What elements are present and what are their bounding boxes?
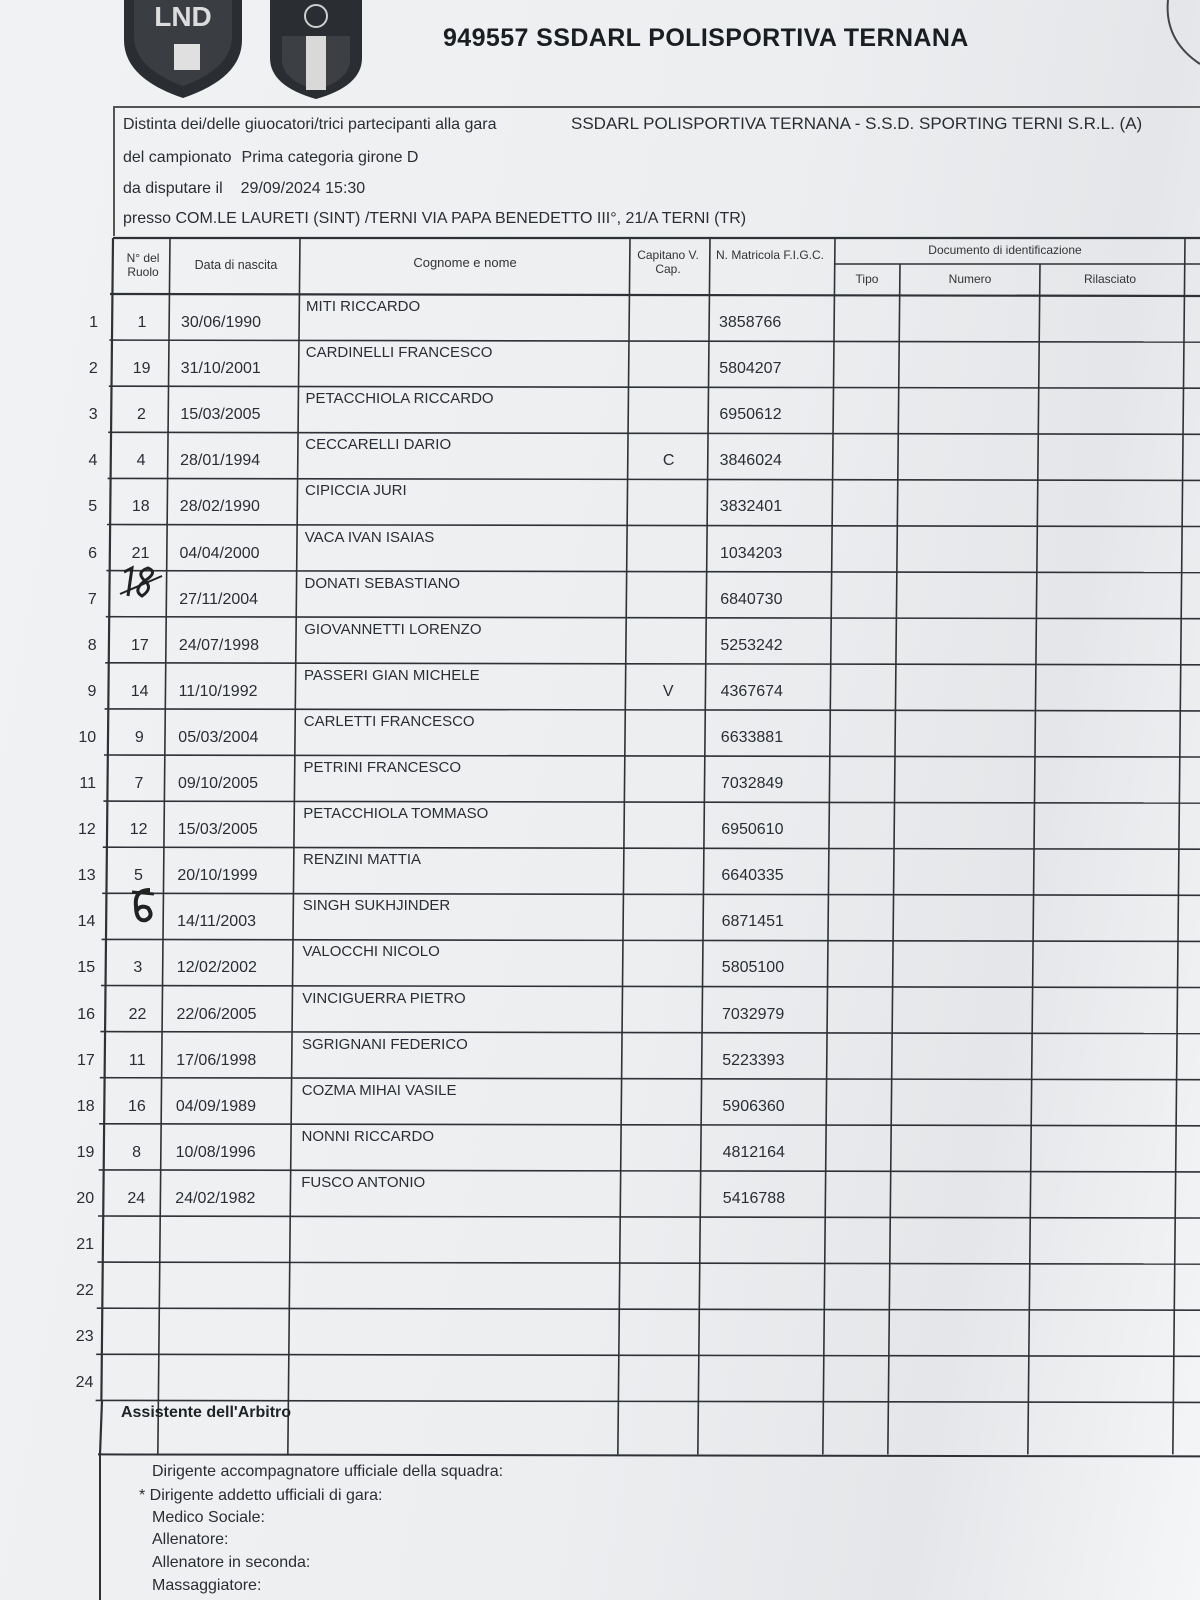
ruolo-number: 24 [127,1189,146,1207]
birth-date: 22/06/2005 [176,1005,257,1023]
distinta-label: Distinta dei/delle giuocatori/trici partecipanti alla gara [123,116,497,133]
player-name: CIPICCIA JURI [305,482,407,500]
birth-date: 20/10/1999 [177,867,258,885]
player-name: GIOVANNETTI LORENZO [304,620,482,638]
ruolo-number: 19 [132,360,151,378]
birth-date: 15/03/2005 [180,406,261,424]
row-number: 23 [75,1328,94,1346]
birth-date: 04/09/1989 [175,1097,256,1115]
player-name: VALOCCHI NICOLO [302,943,440,961]
row-number: 24 [75,1374,94,1392]
row-number: 20 [76,1189,95,1207]
figc-matricola: 4812164 [722,1143,785,1161]
col-header-rilasciato: Rilasciato [1083,272,1137,286]
row-number: 19 [76,1143,95,1161]
col-header-documento: Documento di identificazione [928,243,1082,257]
row-number: 12 [78,821,96,839]
row-number: 13 [77,867,96,885]
data-value: 29/09/2024 15:30 [240,180,366,197]
ruolo-number: 2 [136,406,146,424]
row-number: 14 [77,913,96,931]
ruolo-number: 21 [131,544,150,562]
staff-line: Dirigente accompagnatore ufficiale della squadra: [152,1463,504,1480]
figc-matricola: 6840730 [720,590,783,608]
birth-date: 31/10/2001 [180,360,261,378]
birth-date: 24/07/1998 [178,636,259,654]
assistente-label: Assistente dell'Arbitro [120,1404,292,1421]
player-name: PETACCHIOLA TOMMASO [303,805,489,823]
figc-matricola: 3832401 [719,498,783,516]
row-number: 17 [77,1051,95,1069]
captain-mark: C [662,452,675,470]
ruolo-number: 14 [130,682,149,700]
player-name: NONNI RICCARDO [301,1127,435,1145]
row-number: 10 [78,728,97,746]
ruolo-number: 17 [130,636,149,654]
staff-line: Allenatore in seconda: [152,1554,311,1571]
ruolo-number: 16 [127,1097,146,1115]
row-number: 5 [88,498,98,516]
handwritten-number-6 [124,886,160,926]
row-number: 18 [76,1097,95,1115]
ruolo-number: 7 [134,775,144,792]
ruolo-number: 11 [128,1051,146,1069]
col-header-ruolo: N° del Ruolo [126,251,160,279]
row-number: 2 [88,360,98,378]
player-name: PETACCHIOLA RICCARDO [305,390,494,408]
figc-matricola: 6640335 [721,867,784,885]
campionato-label: del campionato [123,149,232,166]
figc-matricola: 6871451 [721,913,784,931]
player-name: MITI RICCARDO [306,298,421,315]
figc-matricola: 6950612 [719,406,782,424]
birth-date: 24/02/1982 [175,1189,256,1207]
figc-matricola: 5906360 [722,1097,785,1115]
ruolo-number: 18 [131,498,150,516]
birth-date: 09/10/2005 [178,775,259,792]
player-name: CECCARELLI DARIO [305,436,452,454]
player-name: RENZINI MATTIA [303,851,422,869]
figc-matricola: 5805100 [721,959,785,977]
figc-matricola: 5804207 [719,360,782,378]
row-number: 1 [89,314,98,331]
ruolo-number: 9 [134,728,144,746]
player-name: CARLETTI FRANCESCO [303,712,475,730]
row-number: 4 [88,452,98,470]
figc-matricola: 7032849 [721,775,784,792]
figc-matricola: 3846024 [719,452,782,470]
handwritten-number-18 [118,564,164,600]
player-name: PETRINI FRANCESCO [303,759,462,776]
figc-matricola: 5416788 [722,1189,786,1207]
venue-line: presso COM.LE LAURETI (SINT) /TERNI VIA PAPA BENEDETTO III°, 21/A TERNI (TR) [123,210,747,227]
player-name: SINGH SUKHJINDER [302,897,451,915]
ruolo-number: 12 [129,821,148,839]
match-title: SSDARL POLISPORTIVA TERNANA - S.S.D. SPORTING TERNI S.R.L. (A) [571,114,1143,133]
player-name: FUSCO ANTONIO [301,1173,426,1191]
staff-line: Medico Sociale: [152,1509,265,1526]
ruolo-number: 3 [133,959,143,977]
player-name: COZMA MIHAI VASILE [301,1081,457,1099]
birth-date: 11/10/1992 [178,682,258,700]
row-number: 3 [88,406,98,424]
birth-date: 05/03/2004 [178,728,259,746]
birth-date: 15/03/2005 [177,821,258,839]
row-number: 15 [77,959,96,977]
data-label: da disputare il [123,180,223,197]
figc-matricola: 3858766 [719,314,782,331]
figc-matricola: 1034203 [720,544,783,562]
figc-matricola: 5253242 [720,636,783,654]
row-number: 9 [87,682,97,700]
row-number: 21 [76,1236,94,1253]
staff-line: Massaggiatore: [152,1577,262,1594]
staff-line: * Dirigente addetto ufficiali di gara: [139,1487,383,1504]
col-header-nome: Cognome e nome [413,255,517,270]
captain-mark: V [662,682,674,700]
row-number: 11 [79,775,96,792]
figc-matricola: 4367674 [720,682,783,700]
figc-matricola: 5223393 [722,1051,785,1069]
birth-date: 14/11/2003 [177,913,256,931]
lnd-logo-text: LND [154,1,212,32]
row-number: 8 [87,636,97,654]
col-header-tipo: Tipo [855,272,879,286]
birth-date: 12/02/2002 [176,959,257,977]
player-name: CARDINELLI FRANCESCO [305,344,493,362]
row-number: 6 [88,544,97,562]
col-header-nascita: Data di nascita [194,258,278,272]
staff-line: Allenatore: [152,1531,229,1548]
birth-date: 27/11/2004 [179,590,259,608]
player-name: VINCIGUERRA PIETRO [302,989,466,1007]
row-number: 22 [76,1282,94,1300]
figc-matricola: 7032979 [722,1005,785,1023]
birth-date: 30/06/1990 [181,314,262,331]
birth-date: 04/04/2000 [179,544,260,562]
birth-date: 17/06/1998 [176,1051,257,1069]
club-title: 949557 SSDARL POLISPORTIVA TERNANA [443,24,969,52]
col-header-numero: Numero [948,272,992,286]
birth-date: 10/08/1996 [175,1143,256,1161]
player-name: DONATI SEBASTIANO [304,574,461,592]
row-number: 16 [77,1005,95,1023]
ruolo-number: 4 [136,452,146,470]
campionato-value: Prima categoria girone D [241,149,419,166]
ruolo-number: 8 [132,1143,142,1161]
col-header-matricola: N. Matricola F.I.G.C. [715,248,825,262]
ruolo-number: 22 [128,1005,147,1023]
row-number: 7 [87,590,97,608]
col-header-capitano: Capitano V. Cap. [637,248,699,276]
player-name: PASSERI GIAN MICHELE [304,666,480,684]
player-name: VACA IVAN ISAIAS [304,528,435,546]
birth-date: 28/01/1994 [180,452,261,470]
birth-date: 28/02/1990 [179,498,260,516]
ruolo-number: 5 [133,867,143,885]
figc-matricola: 6633881 [720,728,784,746]
ruolo-number: 1 [137,314,147,331]
player-name: SGRIGNANI FEDERICO [302,1035,468,1053]
figc-matricola: 6950610 [721,821,784,839]
